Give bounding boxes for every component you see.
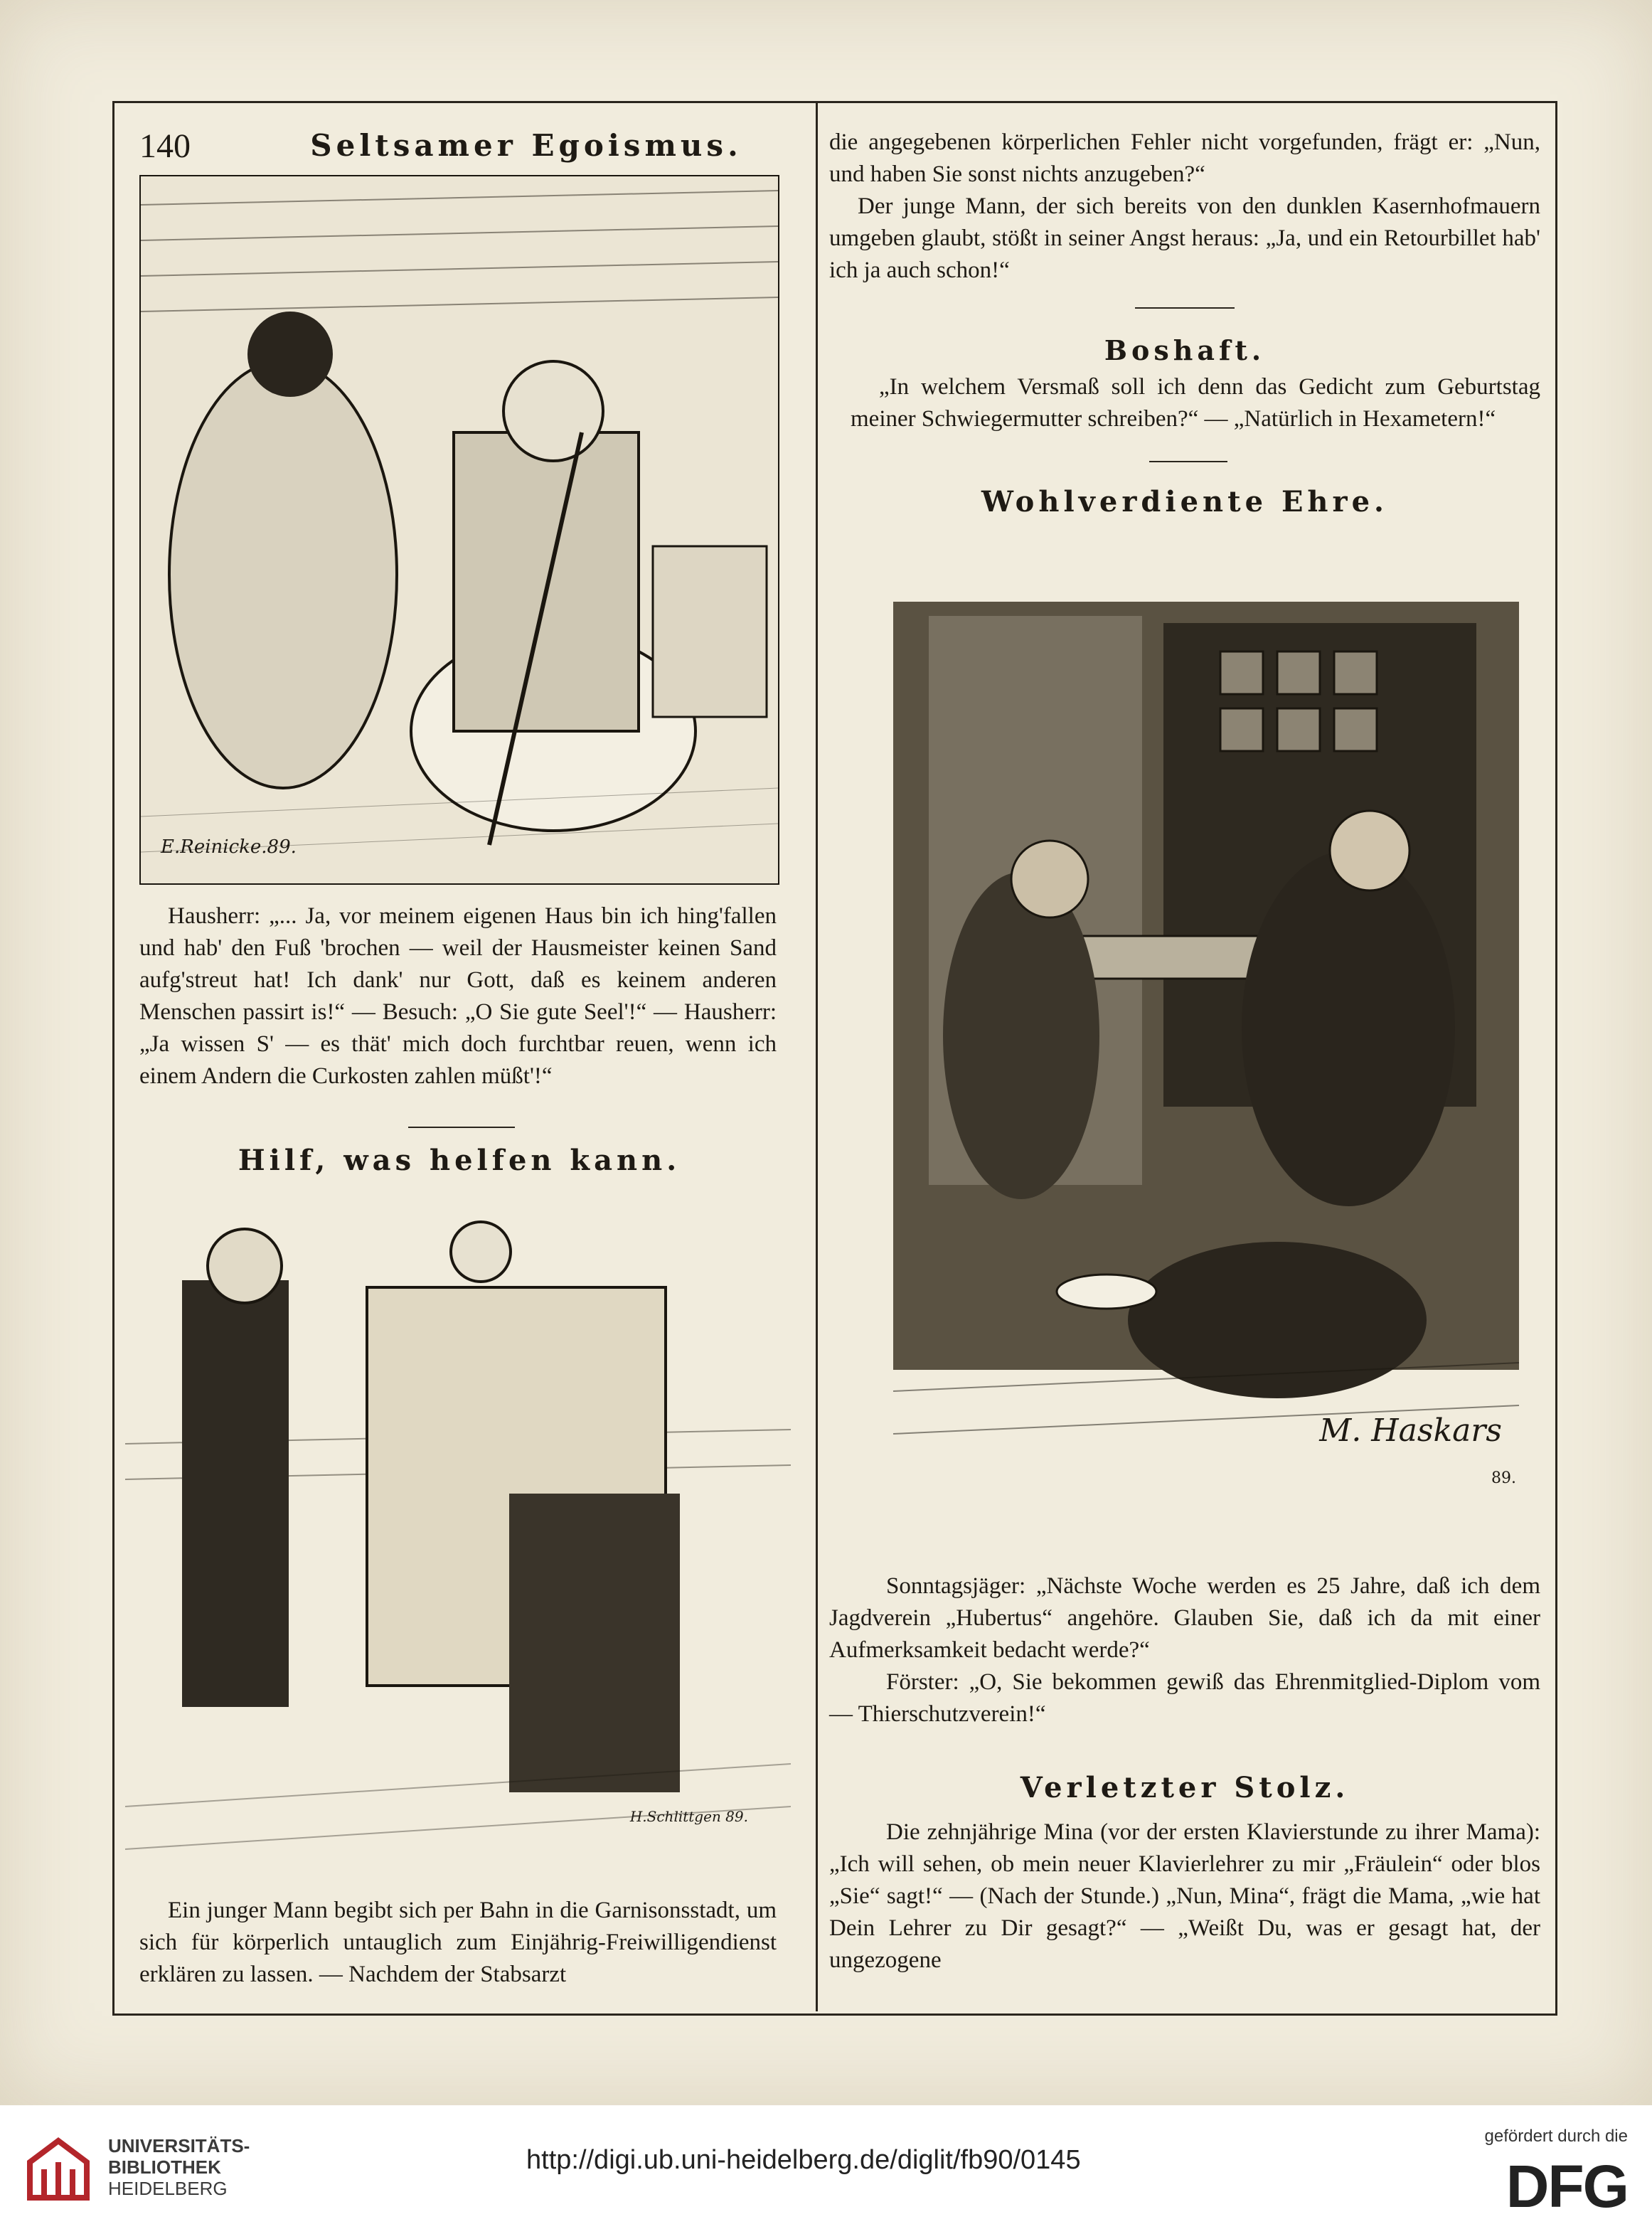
title-boshaft: Boshaft. xyxy=(1104,334,1266,366)
institution-line: HEIDELBERG xyxy=(108,2178,228,2199)
illustration-year: 89. xyxy=(1491,1469,1516,1487)
column-divider xyxy=(816,101,818,2011)
institution-name xyxy=(108,2135,250,2199)
university-library-logo-icon xyxy=(23,2134,94,2205)
separator-rule xyxy=(408,1127,515,1128)
story-verletzter-stolz: Die zehnjährige Mina (vor der ersten Klavierstunde zu ihrer Mama): „Ich will sehen, ob mein neuer Klavierlehrer zu mir „Fräulein“ oder blos „Sie“ sagt!“ — (Nach der Stunde.) „Nun, Mina“, frägt die Mama, „wie hat Dein Lehrer zu Dir gesagt?“ — „Weißt Du, was er gesagt hat, der ungezogene xyxy=(829,1819,1540,1973)
story-continuation xyxy=(829,127,1540,287)
institution-line: BIBLIOTHEK xyxy=(108,2156,221,2178)
illustration-signature: H.Schlittgen 89. xyxy=(629,1808,748,1825)
story-paragraph: Hausherr: „... Ja, vor meinem eigenen Haus bin ich hing'fallen und hab' den Fuß 'brochen — weil der Hausmeister keinen Sand aufg'streut hat! Ich dank' nur Gott, daß es keinem anderen Menschen passirt is!“ — Besuch: „O Sie gute Seel'!“ — Hausherr: „Ja wissen S' — es thät' mich doch furchtbar reuen, wenn ich einem Andern die Curkosten zahlen müßt'!“ xyxy=(139,903,777,1089)
illustration-hunters-tavern xyxy=(851,538,1545,1531)
illustration-medical-exam xyxy=(125,1195,791,1889)
permalink-url[interactable]: http://digi.ub.uni-heidelberg.de/diglit/fb90/0145 xyxy=(526,2145,1081,2175)
title-verletzter-stolz: Verletzter Stolz. xyxy=(1020,1771,1350,1804)
illustration-invalid-visit xyxy=(139,175,779,885)
story-hilf-was-helfen-kann: Ein junger Mann begibt sich per Bahn in die Garnisonsstadt, um sich für körperlich untauglich zum Einjährig-Freiwilligendienst erklären zu lassen. — Nachdem der Stabsarzt xyxy=(139,1898,777,1987)
story-paragraph: die angegebenen körperlichen Fehler nicht vorgefunden, frägt er: „Nun, und haben Sie sonst nichts anzugeben?“ xyxy=(829,129,1540,187)
funding-note: gefördert durch die xyxy=(1484,2127,1628,2146)
story-paragraph: Förster: „O, Sie bekommen gewiß das Ehrenmitglied-Diplom vom — Thierschutzverein!“ xyxy=(829,1669,1540,1727)
page-number: 140 xyxy=(139,127,191,165)
illustration-signature: E.Reinicke.89. xyxy=(161,836,297,858)
title-seltsamer-egoismus: Seltsamer Egoismus. xyxy=(310,128,742,163)
title-wohlverdiente-ehre: Wohlverdiente Ehre. xyxy=(981,485,1388,518)
separator-rule xyxy=(1135,307,1235,309)
dfg-logo: DFG xyxy=(1506,2153,1628,2220)
title-hilf-was-helfen-kann: Hilf, was helfen kann. xyxy=(238,1144,681,1177)
story-wohlverdiente-ehre xyxy=(829,1570,1540,1730)
story-boshaft: „In welchem Versmaß soll ich denn das Gedicht zum Geburtstag meiner Schwiegermutter schreiben?“ — „Natürlich in Hexametern!“ xyxy=(851,374,1540,432)
digitization-footer xyxy=(0,2105,1652,2229)
story-paragraph: Sonntagsjäger: „Nächste Woche werden es 25 Jahre, daß ich dem Jagdverein „Hubertus“ angehöre. Glauben Sie, daß ich da mit einer Aufmerksamkeit bedacht werde?“ xyxy=(829,1573,1540,1663)
institution-line: UNIVERSITÄTS- xyxy=(108,2135,250,2156)
story-paragraph: Der junge Mann, der sich bereits von den dunklen Kasernhofmauern umgeben glaubt, stößt in seiner Angst heraus: „Ja, und ein Retourbillet hab' ich ja auch schon!“ xyxy=(829,193,1540,283)
illustration-signature: M. Haskars xyxy=(1319,1413,1502,1449)
separator-rule xyxy=(1149,461,1227,462)
story-seltsamer-egoismus xyxy=(139,900,777,1092)
